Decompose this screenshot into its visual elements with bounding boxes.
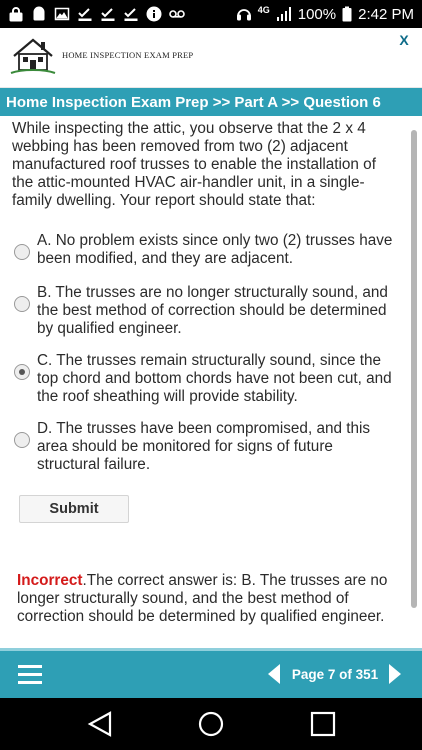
incorrect-label: Incorrect: [17, 572, 83, 589]
network-type: 4G: [257, 5, 270, 15]
radio-option-d[interactable]: [14, 432, 30, 448]
radio-option-b[interactable]: [14, 296, 30, 312]
house-logo-icon: [10, 36, 56, 76]
logo-text: HOME INSPECTION EXAM PREP: [62, 50, 194, 60]
battery-icon: [342, 6, 352, 22]
check-icon: [123, 6, 139, 22]
option-b-label: B. The trusses are no longer structurally sound, and the best method of correction should be determined by qualified engineer.: [37, 284, 388, 337]
option-c-label: C. The trusses remain structurally sound, since the top chord and bottom chords have not been cut, and the roof sheathing will provide stability.: [37, 352, 392, 405]
close-button[interactable]: X: [394, 30, 414, 50]
info-icon: [146, 6, 162, 22]
signal-icon: [276, 6, 292, 22]
bottom-navigation: [0, 648, 422, 698]
battery-percent: 100%: [297, 5, 337, 23]
breadcrumb-title: Home Inspection Exam Prep >> Part A >> Question 6: [0, 88, 422, 116]
submit-button[interactable]: Submit: [19, 495, 129, 523]
home-icon[interactable]: [197, 710, 225, 738]
next-page-icon[interactable]: [388, 663, 402, 685]
image-icon: [54, 6, 70, 22]
option-d-label: D. The trusses have been compromised, and this area should be monitored for signs of future structural failure.: [37, 420, 371, 473]
radio-option-c[interactable]: [14, 364, 30, 380]
scrollbar[interactable]: [411, 130, 417, 608]
check-icon: [100, 6, 116, 22]
status-bar: [0, 0, 422, 28]
answer-option-c[interactable]: [14, 352, 399, 406]
notification-icons: [8, 6, 185, 22]
logo: [10, 36, 193, 76]
previous-page-icon[interactable]: [267, 663, 281, 685]
system-navigation-bar: [0, 698, 422, 750]
option-a-label: A. No problem exists since only two (2) trusses have been modified, and they are adjacent.: [37, 232, 393, 267]
system-status: [236, 5, 414, 23]
answer-option-d[interactable]: [14, 420, 399, 474]
headset-icon: [236, 6, 252, 22]
lock-icon: [8, 6, 24, 22]
clock: 2:42 PM: [358, 5, 414, 23]
radio-option-a[interactable]: [14, 244, 30, 260]
recent-apps-icon[interactable]: [309, 710, 337, 738]
question-text: While inspecting the attic, you observe that the 2 x 4 webbing has been removed from two (2) adjacent manufactured roof trusses to enable the installation of the attic-mounted HVAC air-handler unit, in a single-family dwelling. Your report should state that:: [12, 120, 376, 209]
question-content: [0, 116, 422, 640]
answer-option-a[interactable]: [14, 232, 399, 268]
back-icon[interactable]: [86, 710, 114, 738]
android-icon: [31, 6, 47, 22]
answer-option-b[interactable]: [14, 284, 399, 338]
check-icon: [77, 6, 93, 22]
menu-list-icon[interactable]: [18, 665, 42, 685]
feedback-message: .The correct answer is: B. The trusses are no longer structurally sound, and the best method of correction should be determined by qualified engineer.: [17, 572, 388, 625]
answer-feedback: [17, 572, 399, 626]
app-header: [0, 28, 422, 88]
voicemail-icon: [169, 6, 185, 22]
page-indicator: Page 7 of 351: [291, 667, 379, 682]
